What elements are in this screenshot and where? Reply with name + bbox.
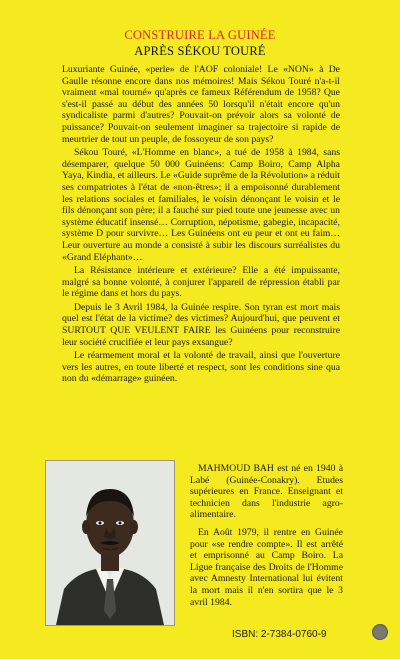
title-line-1: CONSTRUIRE LA GUINÉE bbox=[124, 28, 276, 42]
bio-paragraph-1: MAHMOUD BAH est né en 1940 à Labé (Guinée-Conakry). Etudes supérieures en France. Enseignant et technicien dans l'industrie agro-alimentaire. bbox=[190, 463, 343, 521]
author-photo bbox=[45, 460, 175, 626]
blurb-paragraph-2: Sékou Touré, «L'Homme en blanc», a tué de 1958 à 1984, sans désemparer, quelque 50 000 Guinéens: Camp Boiro, Camp Alpha Yaya, Kindia, et ailleurs. Le «Guide suprême de la Révolution» a réduit ses compatriotes à l'état de «non-êtres»; il a empoisonné durablement les relations sociales et familiales, le voisin dénonçant le voisin et le fils dénonçant son père; il a fauché sur pied toute une jeunesse avec un système éducatif insensé… Corruption, népotisme, gabegie, incapacité, système D pour survivre… Les Guinéens ont eu peur et ont eu faim… Leur ouverture au monde a consisté à subir les discours surréalistes du «Grand Eléphant»… bbox=[62, 147, 340, 263]
author-bio bbox=[190, 463, 343, 614]
blurb-paragraph-4: Depuis le 3 Avril 1984, la Guinée respire. Son tyran est mort mais quel est l'état de la victime? des victimes? Aujourd'hui, que peuvent et SURTOUT QUE VEULENT FAIRE les Guinéens pour reconstruire leur société crucifiée et leur pays exsangue? bbox=[62, 301, 340, 348]
isbn: ISBN: 2-7384-0760-9 bbox=[232, 629, 327, 640]
bio-paragraph-2: En Août 1979, il rentre en Guinée pour «se rendre compte». Il est arrêté et emprisonné au Camp Boiro. La Ligue française des Droits de l'Homme avec Amnesty International lui évitent la mort mais il n'en sortira que le 3 avril 1984. bbox=[190, 526, 343, 608]
blurb-paragraph-5: Le réarmement moral et la volonté de travail, ainsi que l'ouverture vers les autres, en toute liberté et respect, sont les conditions sine qua non du «démarrage» guinéen. bbox=[62, 350, 340, 385]
title-line-2: APRÈS SÉKOU TOURÉ bbox=[134, 44, 266, 58]
blurb bbox=[62, 64, 340, 387]
blurb-paragraph-3: La Résistance intérieure et extérieure? Elle a été impuissante, malgré sa bonne volonté, à conjurer l'appareil de répression établi par le régime dans et hors du pays. bbox=[62, 265, 340, 300]
blurb-paragraph-1: Luxuriante Guinée, «perle» de l'AOF coloniale! Le «NON» à De Gaulle résonne encore dans nos mémoires! Mais Sékou Touré n'a-t-il vraiment «mal tourné» qu'après ce fameux Référendum de 1958? Que s'est-il passé au début des années 50 lorsqu'il n'était encore qu'un syndicaliste parmi d'autres? Pouvait-on prévoir alors sa volonté de puissance? Pouvait-on seulement imaginer sa trajectoire si rapide de meurtrier de tout un peuple, de fossoyeur de son pays? bbox=[62, 64, 340, 145]
publisher-logo bbox=[372, 624, 388, 640]
